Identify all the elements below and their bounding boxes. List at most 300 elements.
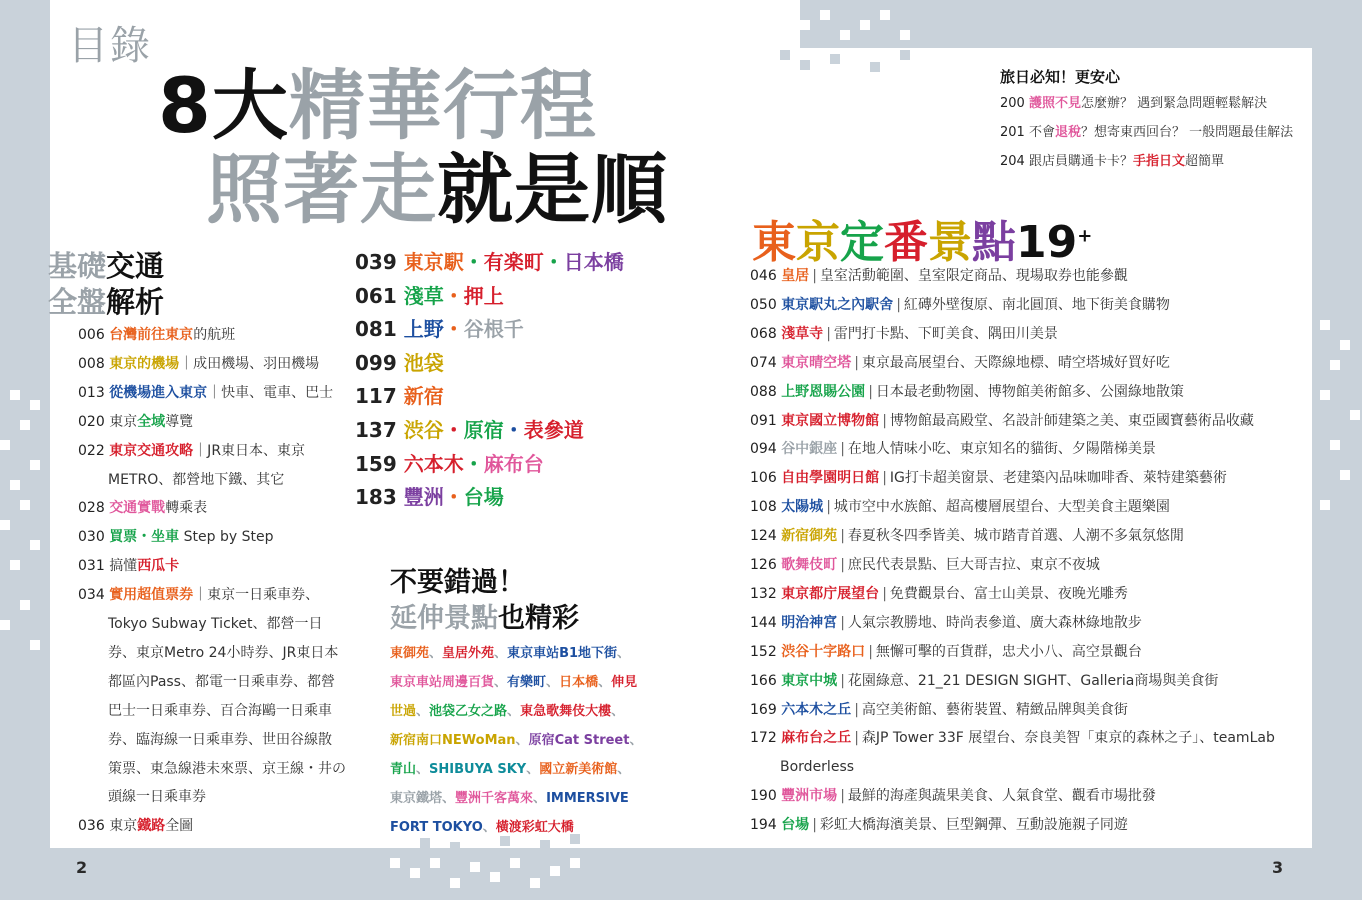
basics-item[interactable]: [108, 615, 322, 633]
item-highlight: 東京的機場: [109, 355, 180, 372]
itinerary-area: ・: [443, 485, 464, 510]
extend-spot: 世過: [390, 704, 417, 719]
pixel-square: [1350, 410, 1360, 420]
extend-spot: 國立新美術館: [539, 762, 618, 777]
extend-spot: IMMERSIVE: [546, 791, 629, 806]
item-text: 轉乘表: [165, 500, 208, 517]
item-text: 策票、東急線港未來票、京王線・井の: [108, 760, 346, 777]
basics-2a: 全盤: [48, 285, 107, 319]
item-highlight: 交通實戰: [109, 500, 166, 517]
pixel-square: [900, 30, 910, 40]
page-ref-number: 108: [750, 499, 777, 516]
page-number-right: 3: [1272, 858, 1284, 877]
page-ref-number: 046: [750, 268, 777, 284]
item-text: 券、東京Metro 24小時券、JR東日本: [108, 644, 339, 661]
itinerary-item[interactable]: [355, 414, 584, 443]
page-ref-number: 152: [750, 643, 777, 660]
info-item[interactable]: [1000, 124, 1293, 142]
page-ref-number: 169: [750, 701, 777, 718]
extend-spot: 、: [429, 646, 443, 661]
extend-spot: 、: [611, 704, 625, 719]
pixel-square: [420, 838, 430, 848]
spot-item[interactable]: [780, 758, 854, 776]
pixel-square: [780, 10, 790, 20]
basics-item[interactable]: [78, 442, 305, 460]
right-margin-band: [1312, 48, 1362, 900]
page-ref-number: 008: [78, 355, 105, 372]
extend-spot: 東急歌舞伎大樓: [520, 704, 612, 719]
item-text: 導覽: [165, 413, 194, 430]
page-ref-number: 034: [78, 587, 105, 604]
separator: |: [840, 441, 845, 458]
info-item[interactable]: [1000, 95, 1267, 113]
info-item[interactable]: [1000, 153, 1224, 171]
item-highlight: 買票・坐車: [109, 529, 180, 546]
extend-line: [390, 700, 624, 719]
item-highlight: 東京交通攻略: [109, 442, 194, 459]
headline-1a: 8大: [158, 61, 289, 150]
spots-title-char: 定: [840, 217, 884, 268]
separator: |: [882, 470, 887, 487]
separator: |: [896, 296, 901, 313]
spot-item[interactable]: [750, 498, 1170, 516]
headline-1b: 精華行程: [288, 61, 597, 150]
pixel-square: [800, 60, 810, 70]
itinerary-area: 麻布台: [483, 451, 544, 476]
extend-spot: 橫渡彩虹大橋: [495, 820, 574, 835]
left-margin-band: [0, 0, 50, 900]
itinerary-item[interactable]: [355, 347, 444, 376]
spot-description: 無懈可擊的百貨群，忠犬小八、高空景觀台: [875, 643, 1142, 660]
basics-item[interactable]: [108, 644, 338, 662]
basics-item[interactable]: [78, 499, 207, 517]
item-text: 怎麼辦？ 遇到緊急問題輕鬆解決: [1080, 96, 1268, 111]
spot-name: 東京晴空塔: [781, 354, 852, 371]
separator: |: [840, 672, 845, 689]
itinerary-area: 池袋: [403, 350, 444, 375]
itinerary-area: 原宿: [463, 418, 504, 442]
item-highlight: 台灣前往東京: [109, 327, 194, 343]
spot-name: 自由學園明日館: [781, 470, 880, 487]
spot-description: Borderless: [780, 759, 855, 776]
separator: |: [854, 730, 859, 747]
pixel-square: [1320, 320, 1330, 330]
spot-description: 森JP Tower 33F 展望台、奈良美智「東京的森林之子」、teamLab: [861, 730, 1275, 747]
page-ref-number: 013: [78, 384, 105, 401]
itinerary-page-number: 117: [355, 384, 397, 409]
separator: |: [840, 528, 845, 545]
basics-item[interactable]: [78, 384, 333, 402]
basics-item[interactable]: [78, 413, 193, 431]
itinerary-area: ・: [463, 250, 484, 274]
itinerary-area: 豐洲: [403, 485, 444, 510]
pixel-square: [570, 858, 580, 868]
pixel-square: [1340, 470, 1350, 480]
spots-title: [752, 206, 1092, 270]
pixel-square: [1330, 360, 1340, 370]
page-ref-number: 068: [750, 325, 777, 342]
pixel-square: [500, 836, 510, 846]
pixel-square: [10, 560, 20, 570]
basics-item[interactable]: [78, 586, 319, 604]
separator: |: [826, 499, 831, 516]
spots-title-char: 19: [1016, 217, 1078, 268]
spot-name: 東京駅丸之內駅舍: [781, 296, 894, 313]
pixel-square: [410, 868, 420, 878]
extend-spot: 、: [629, 733, 643, 748]
extend-line: [390, 758, 630, 777]
pixel-square: [900, 50, 910, 60]
spot-name: 谷中銀座: [781, 441, 838, 458]
page-ref-number: 074: [750, 354, 777, 371]
basics-item[interactable]: [108, 702, 332, 720]
itinerary-page-number: 183: [355, 485, 397, 510]
spot-description: 春夏秋冬四季皆美、城市踏青首選、人潮不多氣氛悠閒: [847, 528, 1184, 545]
itinerary-page-number: 061: [355, 283, 397, 308]
spot-item[interactable]: [750, 643, 1142, 661]
pixel-square: [20, 600, 30, 610]
page-ref-number: 166: [750, 672, 777, 689]
spot-description: 皇室活動範圍、皇室限定商品、現場取券也能參觀: [819, 268, 1128, 284]
extend-line: [390, 671, 637, 690]
pixel-square: [450, 842, 460, 852]
extend-spot: 、: [526, 762, 540, 777]
itinerary-area: 台場: [463, 485, 504, 510]
headline-2b: 就是順: [437, 145, 668, 234]
pixel-square: [1320, 500, 1330, 510]
spot-name: 東京中城: [781, 672, 838, 689]
extend-spot: 池袋乙女之路: [429, 704, 508, 719]
itinerary-area: 東京駅: [403, 250, 464, 274]
pixel-square: [530, 878, 540, 888]
pixel-square: [880, 10, 890, 20]
pixel-square: [0, 520, 10, 530]
spot-name: 台場: [781, 817, 810, 834]
spot-item[interactable]: [750, 469, 1227, 487]
item-text: METRO、都營地下鐵、其它: [108, 471, 285, 488]
spot-description: IG打卡超美窗景、老建築內品味咖啡香、萊特建築藝術: [889, 470, 1227, 487]
itinerary-area: 新宿: [403, 384, 444, 409]
spot-name: 明治神宮: [781, 614, 838, 631]
extend-spot: 東御苑: [390, 646, 430, 661]
item-text: Step by Step: [179, 529, 274, 546]
page-ref-number: 132: [750, 585, 777, 602]
extend-spot: 、: [494, 646, 508, 661]
page-ref-number: 106: [750, 470, 777, 487]
item-highlight: 實用超值票券: [109, 587, 194, 604]
itinerary-item[interactable]: [355, 380, 444, 409]
spot-name: 渋谷十字路口: [781, 643, 866, 660]
itinerary-area: ・: [503, 418, 524, 442]
spot-item[interactable]: [750, 701, 1128, 719]
headline-2a: 照著走: [206, 145, 437, 234]
spot-name: 皇居: [781, 268, 810, 284]
extend-spot: 、: [515, 733, 529, 748]
separator: |: [840, 557, 845, 573]
pixel-square: [470, 862, 480, 872]
extend-spot: 東京鐵塔: [390, 791, 443, 806]
pixel-square: [570, 834, 580, 844]
separator: |: [868, 643, 873, 660]
page-ref-number: 144: [750, 614, 777, 631]
pixel-square: [1340, 340, 1350, 350]
spot-description: 日本最老動物園、博物館美術館多、公園綠地散策: [875, 383, 1184, 400]
page-ref-number: 020: [78, 413, 105, 430]
item-prefix: 跟店員購通卡卡？: [1028, 154, 1133, 169]
basics-item[interactable]: [78, 528, 273, 546]
spot-item[interactable]: [750, 556, 1100, 574]
pixel-square: [550, 866, 560, 876]
page-ref-number: 006: [78, 327, 105, 343]
extend-spot: 、: [416, 704, 430, 719]
itinerary-item[interactable]: [355, 246, 624, 275]
extend-spot: 東京車站B1地下街: [507, 646, 618, 661]
page-ref-number: 050: [750, 296, 777, 313]
pixel-square: [10, 480, 20, 490]
item-prefix: 東京: [109, 818, 138, 835]
spots-title-sup: +: [1077, 225, 1093, 247]
spot-item[interactable]: [750, 787, 1156, 805]
spot-name: 豐洲市場: [781, 788, 838, 805]
extend-spot: 東京車站周邊百貨: [390, 675, 495, 690]
page-ref-number: 094: [750, 441, 777, 458]
page-ref-number: 031: [78, 558, 105, 575]
extend-spot: 、: [494, 675, 508, 690]
item-highlight: 護照不見: [1028, 96, 1081, 111]
extend-spot: 青山: [390, 762, 417, 777]
pixel-square: [390, 848, 400, 858]
spot-item[interactable]: [750, 325, 1058, 343]
spot-item[interactable]: [750, 383, 1184, 401]
spot-item[interactable]: [750, 527, 1184, 545]
basics-item[interactable]: [78, 817, 193, 835]
separator: |: [868, 383, 873, 400]
pixel-square: [840, 30, 850, 40]
extend-spot: 、: [546, 675, 560, 690]
spot-description: 城市空中水族館、超高樓層展望台、大型美食主題樂園: [833, 499, 1170, 516]
extend-line: [390, 816, 574, 835]
spot-name: 上野恩賜公園: [781, 383, 866, 400]
spot-item[interactable]: [750, 816, 1128, 834]
basics-item[interactable]: [108, 673, 335, 691]
itinerary-item[interactable]: [355, 280, 504, 309]
itinerary-area: ・: [543, 250, 564, 274]
extend-spot: 伸見: [611, 675, 638, 690]
spot-description: 彩虹大橋海濱美景、巨型鋼彈、互動設施親子同遊: [819, 817, 1128, 834]
extend-spot: 豐洲千客萬來: [455, 791, 534, 806]
pixel-square: [830, 54, 840, 64]
itinerary-area: ・: [443, 418, 464, 442]
spot-item[interactable]: [750, 267, 1128, 285]
separator: |: [854, 701, 859, 718]
extend-spot: 、: [442, 791, 456, 806]
extend-spot: 、: [416, 762, 430, 777]
basics-item[interactable]: [78, 355, 319, 373]
spot-description: 人氣宗教勝地、時尚表參道、廣大森林綠地散步: [847, 614, 1142, 631]
itinerary-page-number: 081: [355, 317, 397, 342]
page-ref-number: 172: [750, 730, 777, 747]
extend-line: [390, 642, 630, 661]
page-ref-number: 204: [1000, 154, 1025, 169]
pixel-square: [0, 620, 10, 630]
pixel-square: [10, 390, 20, 400]
spots-title-char: 點: [972, 217, 1016, 268]
spots-title-char: 東: [752, 217, 796, 268]
itinerary-area: 押上: [463, 283, 504, 308]
item-highlight: 手指日文: [1132, 154, 1185, 169]
item-text: 的航班: [193, 327, 236, 343]
separator: |: [840, 788, 845, 805]
page-ref-number: 036: [78, 818, 105, 835]
spot-item[interactable]: [750, 672, 1218, 690]
extend-spot: 、: [533, 791, 547, 806]
pixel-square: [0, 440, 10, 450]
item-text: Tokyo Subway Ticket、都營一日: [108, 616, 323, 632]
itinerary-area: 有楽町: [483, 250, 544, 274]
itinerary-area: ・: [463, 451, 484, 476]
spot-name: 東京都庁展望台: [781, 585, 880, 602]
item-text: 全圖: [165, 818, 194, 835]
pixel-square: [430, 858, 440, 868]
separator: |: [854, 354, 859, 371]
spot-description: 雷門打卡點、下町美食、隅田川美景: [833, 325, 1058, 342]
itinerary-area: 谷根千: [463, 317, 524, 342]
pixel-square: [510, 858, 520, 868]
spot-name: 東京國立博物館: [781, 412, 880, 429]
page-ref-number: 022: [78, 442, 105, 459]
separator: |: [812, 817, 817, 834]
itinerary-area: 淺草: [403, 283, 444, 308]
extend-spot: FORT TOKYO: [390, 820, 483, 835]
pixel-square: [30, 540, 40, 550]
spot-name: 淺草寺: [781, 325, 824, 342]
spot-item[interactable]: [750, 296, 1170, 314]
page-ref-number: 091: [750, 412, 777, 429]
extend-spot: 原宿Cat Street: [528, 733, 630, 748]
page-ref-number: 194: [750, 817, 777, 834]
spot-item[interactable]: [750, 585, 1128, 603]
itinerary-item[interactable]: [355, 313, 524, 342]
basics-item[interactable]: [108, 731, 332, 749]
spots-title-char: 京: [796, 217, 840, 268]
extend-spot: 、: [617, 646, 631, 661]
itinerary-area: 上野: [403, 317, 444, 342]
item-text: ｜JR東日本、東京: [193, 442, 306, 459]
item-text: 都區內Pass、都電一日乘車券、都營: [108, 673, 335, 690]
top-right-band: [800, 0, 1362, 48]
item-highlight: 鐵路: [137, 818, 166, 835]
bottom-margin-band: [0, 848, 1362, 900]
page-ref-number: 124: [750, 528, 777, 545]
basics-item[interactable]: [108, 788, 206, 806]
spot-name: 新宿御苑: [781, 528, 838, 545]
spot-item[interactable]: [750, 440, 1156, 458]
extend-spot: 日本橋: [559, 675, 599, 690]
item-highlight: 西瓜卡: [137, 558, 180, 575]
spot-description: 最鮮的海產與蔬果美食、人氣食堂、觀看市場批發: [847, 788, 1156, 805]
item-prefix: 搞懂: [109, 558, 138, 575]
item-highlight: 全域: [137, 413, 166, 430]
spot-description: 紅磚外壁復原、南北圓頂、地下街美食購物: [903, 296, 1170, 313]
extend-title-2b: 也精彩: [498, 603, 579, 634]
pixel-square: [30, 460, 40, 470]
spots-title-char: 番: [884, 217, 928, 268]
basics-2b: 解析: [106, 285, 165, 319]
spot-description: 高空美術館、藝術裝置、精緻品牌與美食街: [861, 701, 1128, 718]
item-highlight: 退稅: [1054, 125, 1081, 140]
itinerary-item[interactable]: [355, 481, 504, 510]
extend-spot: 皇居外苑: [442, 646, 495, 661]
spots-title-char: 景: [928, 217, 972, 268]
basics-item[interactable]: [78, 557, 179, 575]
extend-line: [390, 729, 642, 748]
page-number-left: 2: [76, 858, 88, 877]
spot-item[interactable]: [750, 354, 1170, 372]
item-prefix: 不會: [1028, 125, 1055, 140]
itinerary-area: ・: [443, 283, 464, 308]
itinerary-area: ・: [443, 317, 464, 342]
item-text: 巴士一日乘車券、百合海鷗一日乘車: [108, 702, 332, 719]
spot-description: 在地人情味小吃、東京知名的貓街、夕陽階梯美景: [847, 441, 1156, 458]
extend-title-2a: 延伸景點: [390, 603, 498, 634]
item-highlight: 從機場進入東京: [109, 384, 208, 401]
pixel-square: [870, 62, 880, 72]
basics-item[interactable]: [78, 326, 235, 344]
pixel-square: [540, 840, 550, 850]
extend-spot: 、: [507, 704, 521, 719]
basics-1a: 基礎: [48, 249, 107, 283]
spot-item[interactable]: [750, 729, 1275, 747]
spot-description: 花園綠意、21_21 DESIGN SIGHT、Galleria商場與美食街: [847, 672, 1219, 689]
pixel-square: [860, 20, 870, 30]
basics-heading-1: [48, 248, 164, 284]
item-text: 券、臨海線一日乘車券、世田谷線散: [108, 731, 332, 748]
pixel-square: [20, 420, 30, 430]
spot-item[interactable]: [750, 614, 1142, 632]
page-ref-number: 200: [1000, 96, 1025, 111]
separator: |: [812, 268, 817, 284]
page-ref-number: 190: [750, 788, 777, 805]
itinerary-page-number: 099: [355, 350, 397, 375]
item-text: ｜成田機場、羽田機場: [179, 355, 320, 372]
spot-name: 太陽城: [781, 499, 824, 516]
headline-line-1: [158, 61, 597, 150]
pixel-square: [20, 500, 30, 510]
info-title: 旅日必知！更安心: [1000, 68, 1121, 86]
pixel-square: [30, 640, 40, 650]
page-ref-number: 028: [78, 500, 105, 517]
item-text: ｜快車、電車、巴士: [207, 384, 334, 401]
item-text: ？想寄東西回台？ 一般問題最佳解法: [1081, 125, 1294, 140]
item-prefix: 東京: [109, 413, 138, 430]
pixel-square: [1330, 440, 1340, 450]
itinerary-item[interactable]: [355, 448, 544, 477]
item-text: ｜東京一日乘車券、: [193, 587, 320, 604]
basics-item[interactable]: [108, 471, 284, 489]
separator: |: [840, 614, 845, 631]
extend-spot: 、: [598, 675, 612, 690]
pixel-square: [800, 20, 810, 30]
spot-name: 歌舞伎町: [781, 557, 838, 573]
basics-item[interactable]: [108, 760, 346, 778]
spot-name: 六本木之丘: [781, 701, 852, 718]
pixel-square: [30, 400, 40, 410]
separator: |: [826, 325, 831, 342]
page-ref-number: 030: [78, 529, 105, 546]
itinerary-page-number: 159: [355, 451, 397, 476]
spot-item[interactable]: [750, 412, 1254, 430]
spot-description: 庶民代表景點、巨大哥吉拉、東京不夜城: [847, 557, 1100, 573]
